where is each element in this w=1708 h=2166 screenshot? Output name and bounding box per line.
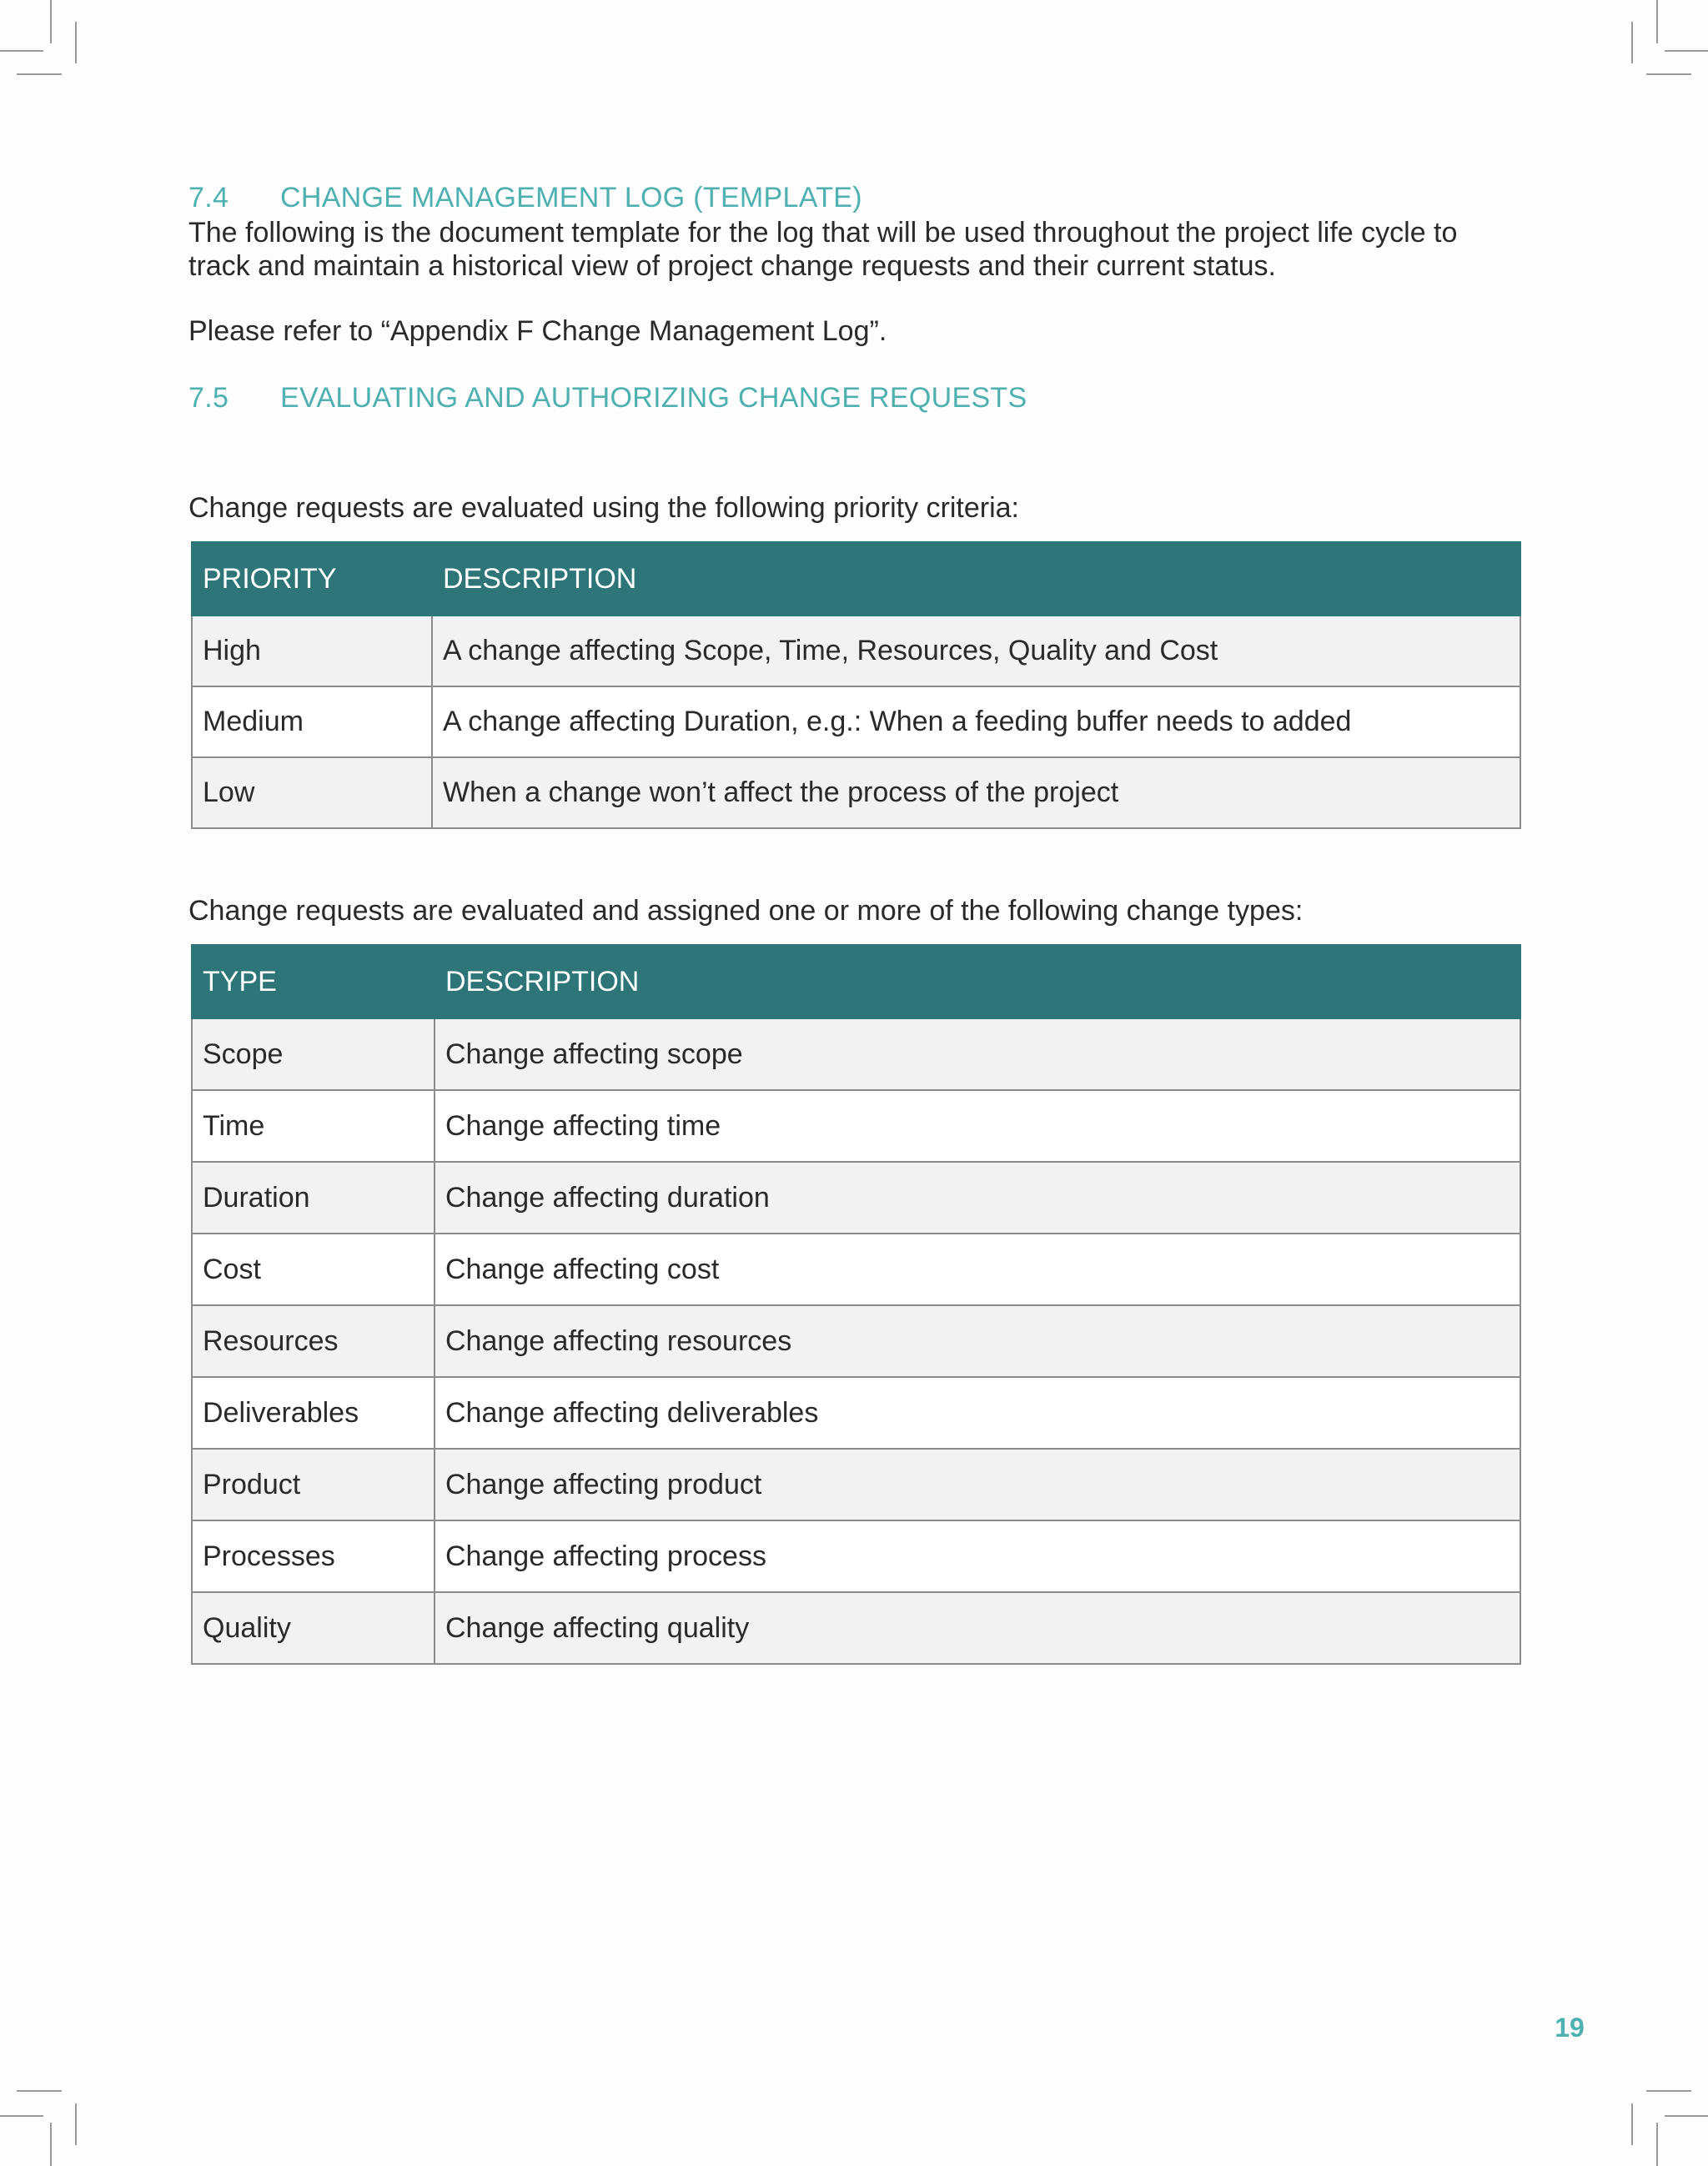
table-row <box>192 1592 1520 1664</box>
table-row <box>192 1090 1520 1162</box>
section-heading-7-5 <box>188 379 1523 416</box>
type-intro: Change requests are evaluated and assigned one or more of the following change types: <box>188 895 1304 927</box>
type-cell: Processes <box>192 1520 435 1592</box>
crop-mark <box>1656 0 1658 43</box>
description-cell: Change affecting process <box>435 1520 1520 1592</box>
section-title: EVALUATING AND AUTHORIZING CHANGE REQUESTS <box>280 382 1027 414</box>
priority-cell: Low <box>192 757 432 828</box>
crop-mark <box>17 73 62 75</box>
change-type-table <box>191 944 1521 1665</box>
page-content <box>188 179 1523 1665</box>
crop-mark <box>1646 73 1691 75</box>
description-cell: Change affecting scope <box>435 1018 1520 1090</box>
table-row <box>192 616 1520 686</box>
crop-mark <box>50 0 52 43</box>
table-row <box>192 1018 1520 1090</box>
type-cell: Resources <box>192 1305 435 1377</box>
crop-mark <box>1665 2115 1708 2117</box>
description-cell: Change affecting deliverables <box>435 1377 1520 1449</box>
table-row <box>192 686 1520 757</box>
section-title: CHANGE MANAGEMENT LOG (TEMPLATE) <box>280 182 862 214</box>
type-cell: Quality <box>192 1592 435 1664</box>
column-header-priority: PRIORITY <box>192 542 432 616</box>
type-cell: Product <box>192 1449 435 1520</box>
page-number: 19 <box>1555 2013 1585 2043</box>
crop-mark <box>0 2115 43 2117</box>
type-cell: Cost <box>192 1234 435 1305</box>
crop-mark <box>1665 50 1708 52</box>
description-cell: Change affecting duration <box>435 1162 1520 1234</box>
priority-cell: High <box>192 616 432 686</box>
table-row <box>192 1377 1520 1449</box>
crop-mark <box>75 22 77 63</box>
crop-mark <box>1656 2123 1658 2166</box>
section-heading-7-4 <box>188 179 1523 216</box>
table-header-row <box>192 542 1520 616</box>
description-cell: Change affecting resources <box>435 1305 1520 1377</box>
priority-table <box>191 541 1521 829</box>
crop-mark <box>17 2090 62 2092</box>
type-cell: Time <box>192 1090 435 1162</box>
appendix-reference: Please refer to “Appendix F Change Management Log”. <box>188 315 887 347</box>
type-cell: Deliverables <box>192 1377 435 1449</box>
table-row <box>192 1305 1520 1377</box>
column-header-description: DESCRIPTION <box>435 945 1520 1018</box>
description-cell: A change affecting Scope, Time, Resources, Quality and Cost <box>432 616 1520 686</box>
description-cell: Change affecting cost <box>435 1234 1520 1305</box>
description-cell: Change affecting product <box>435 1449 1520 1520</box>
crop-mark <box>0 50 43 52</box>
column-header-description: DESCRIPTION <box>432 542 1520 616</box>
crop-mark <box>1631 2103 1633 2145</box>
crop-mark <box>50 2123 52 2166</box>
description-cell: When a change won’t affect the process of the project <box>432 757 1520 828</box>
description-cell: A change affecting Duration, e.g.: When a feeding buffer needs to added <box>432 686 1520 757</box>
type-cell: Scope <box>192 1018 435 1090</box>
priority-intro: Change requests are evaluated using the following priority criteria: <box>188 492 1019 524</box>
description-cell: Change affecting time <box>435 1090 1520 1162</box>
table-header-row <box>192 945 1520 1018</box>
table-row <box>192 1162 1520 1234</box>
crop-mark <box>75 2103 77 2145</box>
section-number: 7.5 <box>188 382 229 414</box>
table-row <box>192 1234 1520 1305</box>
priority-cell: Medium <box>192 686 432 757</box>
section-paragraph: The following is the document template for the log that will be used throughout the project life cycle to track and maintain a historical view of project change requests and their current status. <box>188 217 1458 282</box>
type-cell: Duration <box>192 1162 435 1234</box>
column-header-type: TYPE <box>192 945 435 1018</box>
table-row <box>192 1520 1520 1592</box>
description-cell: Change affecting quality <box>435 1592 1520 1664</box>
crop-mark <box>1646 2090 1691 2092</box>
section-number: 7.4 <box>188 182 229 214</box>
table-row <box>192 757 1520 828</box>
crop-mark <box>1631 22 1633 63</box>
table-row <box>192 1449 1520 1520</box>
